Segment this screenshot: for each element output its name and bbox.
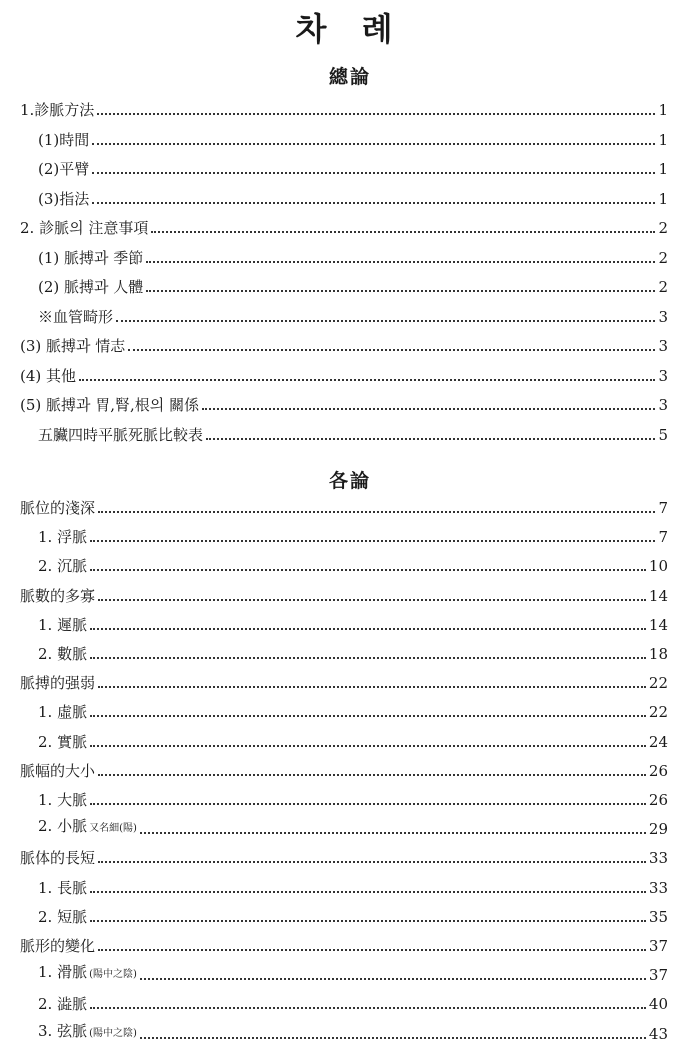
dot-leader [140,978,646,980]
dot-leader [90,628,646,630]
toc-entry-note: (陽中之陰) [89,1027,137,1039]
toc-entry [38,957,668,985]
toc-entry [20,92,668,120]
dot-leader [90,657,646,659]
toc-entry [38,122,668,150]
toc-entry-label: 脈位的淺深 [20,499,96,517]
toc-page-number: 37 [648,966,668,985]
toc-entry [38,986,668,1014]
toc-page-number: 7 [658,499,668,517]
toc-page-number: 18 [648,645,668,663]
toc-entry [20,387,668,415]
toc-entry-label: 1. 遲脈 [38,615,88,634]
page-title: 차 례 [295,10,405,48]
toc-page-number: 22 [648,703,668,722]
toc-entry-label: (3) 脈搏과 情志 [20,337,126,355]
toc-entry-label: 2. 沉脈 [38,557,88,576]
toc-entry [20,358,668,386]
toc-page-number: 5 [658,425,668,444]
dot-leader [98,861,646,863]
dot-leader [97,113,655,115]
toc-entry [38,1016,668,1044]
dot-leader [90,745,646,747]
toc-page-number: 3 [658,337,668,355]
toc-entry-label: (2)平臂 [38,160,90,178]
toc-entry [38,724,668,752]
toc-page-number: 1 [658,101,668,119]
dot-leader [90,891,646,893]
toc-page-number: 26 [648,761,668,780]
toc-entry [38,782,668,810]
toc-page-number: 33 [648,878,668,897]
toc-entry [38,899,668,927]
toc-entry [38,519,668,547]
dot-leader [90,569,646,571]
toc-entry-label: 1. 浮脈 [38,528,88,547]
toc-page-number: 22 [648,674,668,693]
toc-page-number: 2 [658,248,668,267]
dot-leader [90,540,655,542]
toc-entry [38,299,668,327]
toc-entry [38,417,668,445]
toc-entry-label: 五臟四時平脈死脈比較表 [38,425,204,444]
toc-entry [38,636,668,664]
toc-page-number: 7 [658,528,668,547]
toc-entry-label: 脈搏的强弱 [20,674,96,693]
dot-leader [98,774,646,776]
toc-entry-label: 脈數的多寡 [20,586,96,605]
toc-page-number: 1 [658,130,668,149]
toc-entry-label: (2) 脈搏과 人體 [38,278,144,296]
toc-entry-label: 2. 澁脈 [38,995,88,1014]
toc-entry-label: 1. 長脈 [38,878,88,897]
dot-leader [151,231,655,233]
dot-leader [90,920,646,922]
toc-entry-label: 1. 虛脈 [38,703,88,722]
dot-leader [98,686,646,688]
toc-entry [38,607,668,635]
toc-entry-note: 又名細(陽) [89,823,137,835]
toc-entry [38,240,668,268]
toc-entry [20,328,668,356]
dot-leader [90,715,646,717]
toc-entry [20,753,668,781]
toc-entry-label: 2. 數脈 [38,645,88,663]
toc-page-number: 33 [648,849,668,868]
toc-entry-label: (5) 脈搏과 胃,腎,根의 關係 [20,396,200,414]
toc-entry [38,548,668,576]
toc-entry [38,870,668,898]
dot-leader [90,1007,646,1009]
toc-page-number: 37 [648,937,668,955]
section-heading: 各論 [328,470,371,492]
dot-leader [146,290,655,292]
toc-entry-note: (陽中之陰) [89,969,137,981]
toc-entry [20,490,668,518]
dot-leader [116,320,655,322]
section-heading: 總論 [328,66,371,88]
toc-page-number: 1 [658,189,668,208]
toc-page-number: 1 [658,160,668,178]
toc-entry-label: 2. 短脈 [38,907,88,926]
toc-entry-label: (3)指法 [38,189,90,208]
toc-entry [20,928,668,956]
toc-page-number: 40 [648,995,668,1014]
dot-leader [79,379,655,381]
toc-entry-label: 1. 滑脈 (陽中之陰) [38,963,137,982]
dot-leader [140,1037,646,1039]
dot-leader [128,349,655,351]
dot-leader [92,143,655,145]
toc-entry-label: 2. 診脈의 注意事項 [20,219,149,237]
toc-page-number: 10 [648,557,668,576]
toc-entry [20,578,668,606]
toc-entry [38,811,668,839]
toc-page-number: 3 [658,396,668,414]
dot-leader [90,803,646,805]
dot-leader [140,832,646,834]
toc-page-number: 14 [648,615,668,634]
toc-page-number: 14 [648,586,668,605]
dot-leader [202,408,655,410]
toc-entry [20,840,668,868]
toc-entry-label: 3. 弦脈 (陽中之陰) [38,1021,137,1040]
toc-entry [38,694,668,722]
toc-page-number: 3 [658,307,668,326]
toc-entry-label: 脈体的長短 [20,849,96,868]
toc-entry-label: 1.診脈方法 [20,101,95,119]
toc-entry [38,181,668,209]
toc-entry-label: 脈形的變化 [20,937,96,955]
dot-leader [206,438,655,440]
toc-entry [38,151,668,179]
toc-entry-label: 2. 實脈 [38,732,88,751]
toc-entry [20,210,668,238]
dot-leader [92,172,655,174]
dot-leader [98,949,646,951]
toc-page-number: 26 [648,791,668,809]
toc-entry-label: (4) 其他 [20,366,77,385]
toc-entry-label: 2. 小脈 又名細(陽) [38,817,137,836]
dot-leader [92,202,655,204]
dot-leader [146,261,655,263]
toc-entry-label: 脈幅的大小 [20,761,96,780]
toc-page-number: 29 [648,820,668,839]
toc-page-number: 24 [648,732,668,751]
toc-entry-label: ※血管畸形 [38,307,114,326]
toc-entry-label: (1) 脈搏과 季節 [38,248,144,267]
toc-entry [20,665,668,693]
toc-page-number: 2 [658,219,668,237]
dot-leader [98,599,646,601]
dot-leader [98,511,655,513]
toc-page-number: 2 [658,278,668,296]
toc-page-number: 3 [658,366,668,385]
toc-entry [38,269,668,297]
toc-page-number: 43 [648,1024,668,1043]
toc-entry-label: 1. 大脈 [38,791,88,809]
toc-entry-label: (1)時間 [38,130,90,149]
toc-page-number: 35 [648,907,668,926]
